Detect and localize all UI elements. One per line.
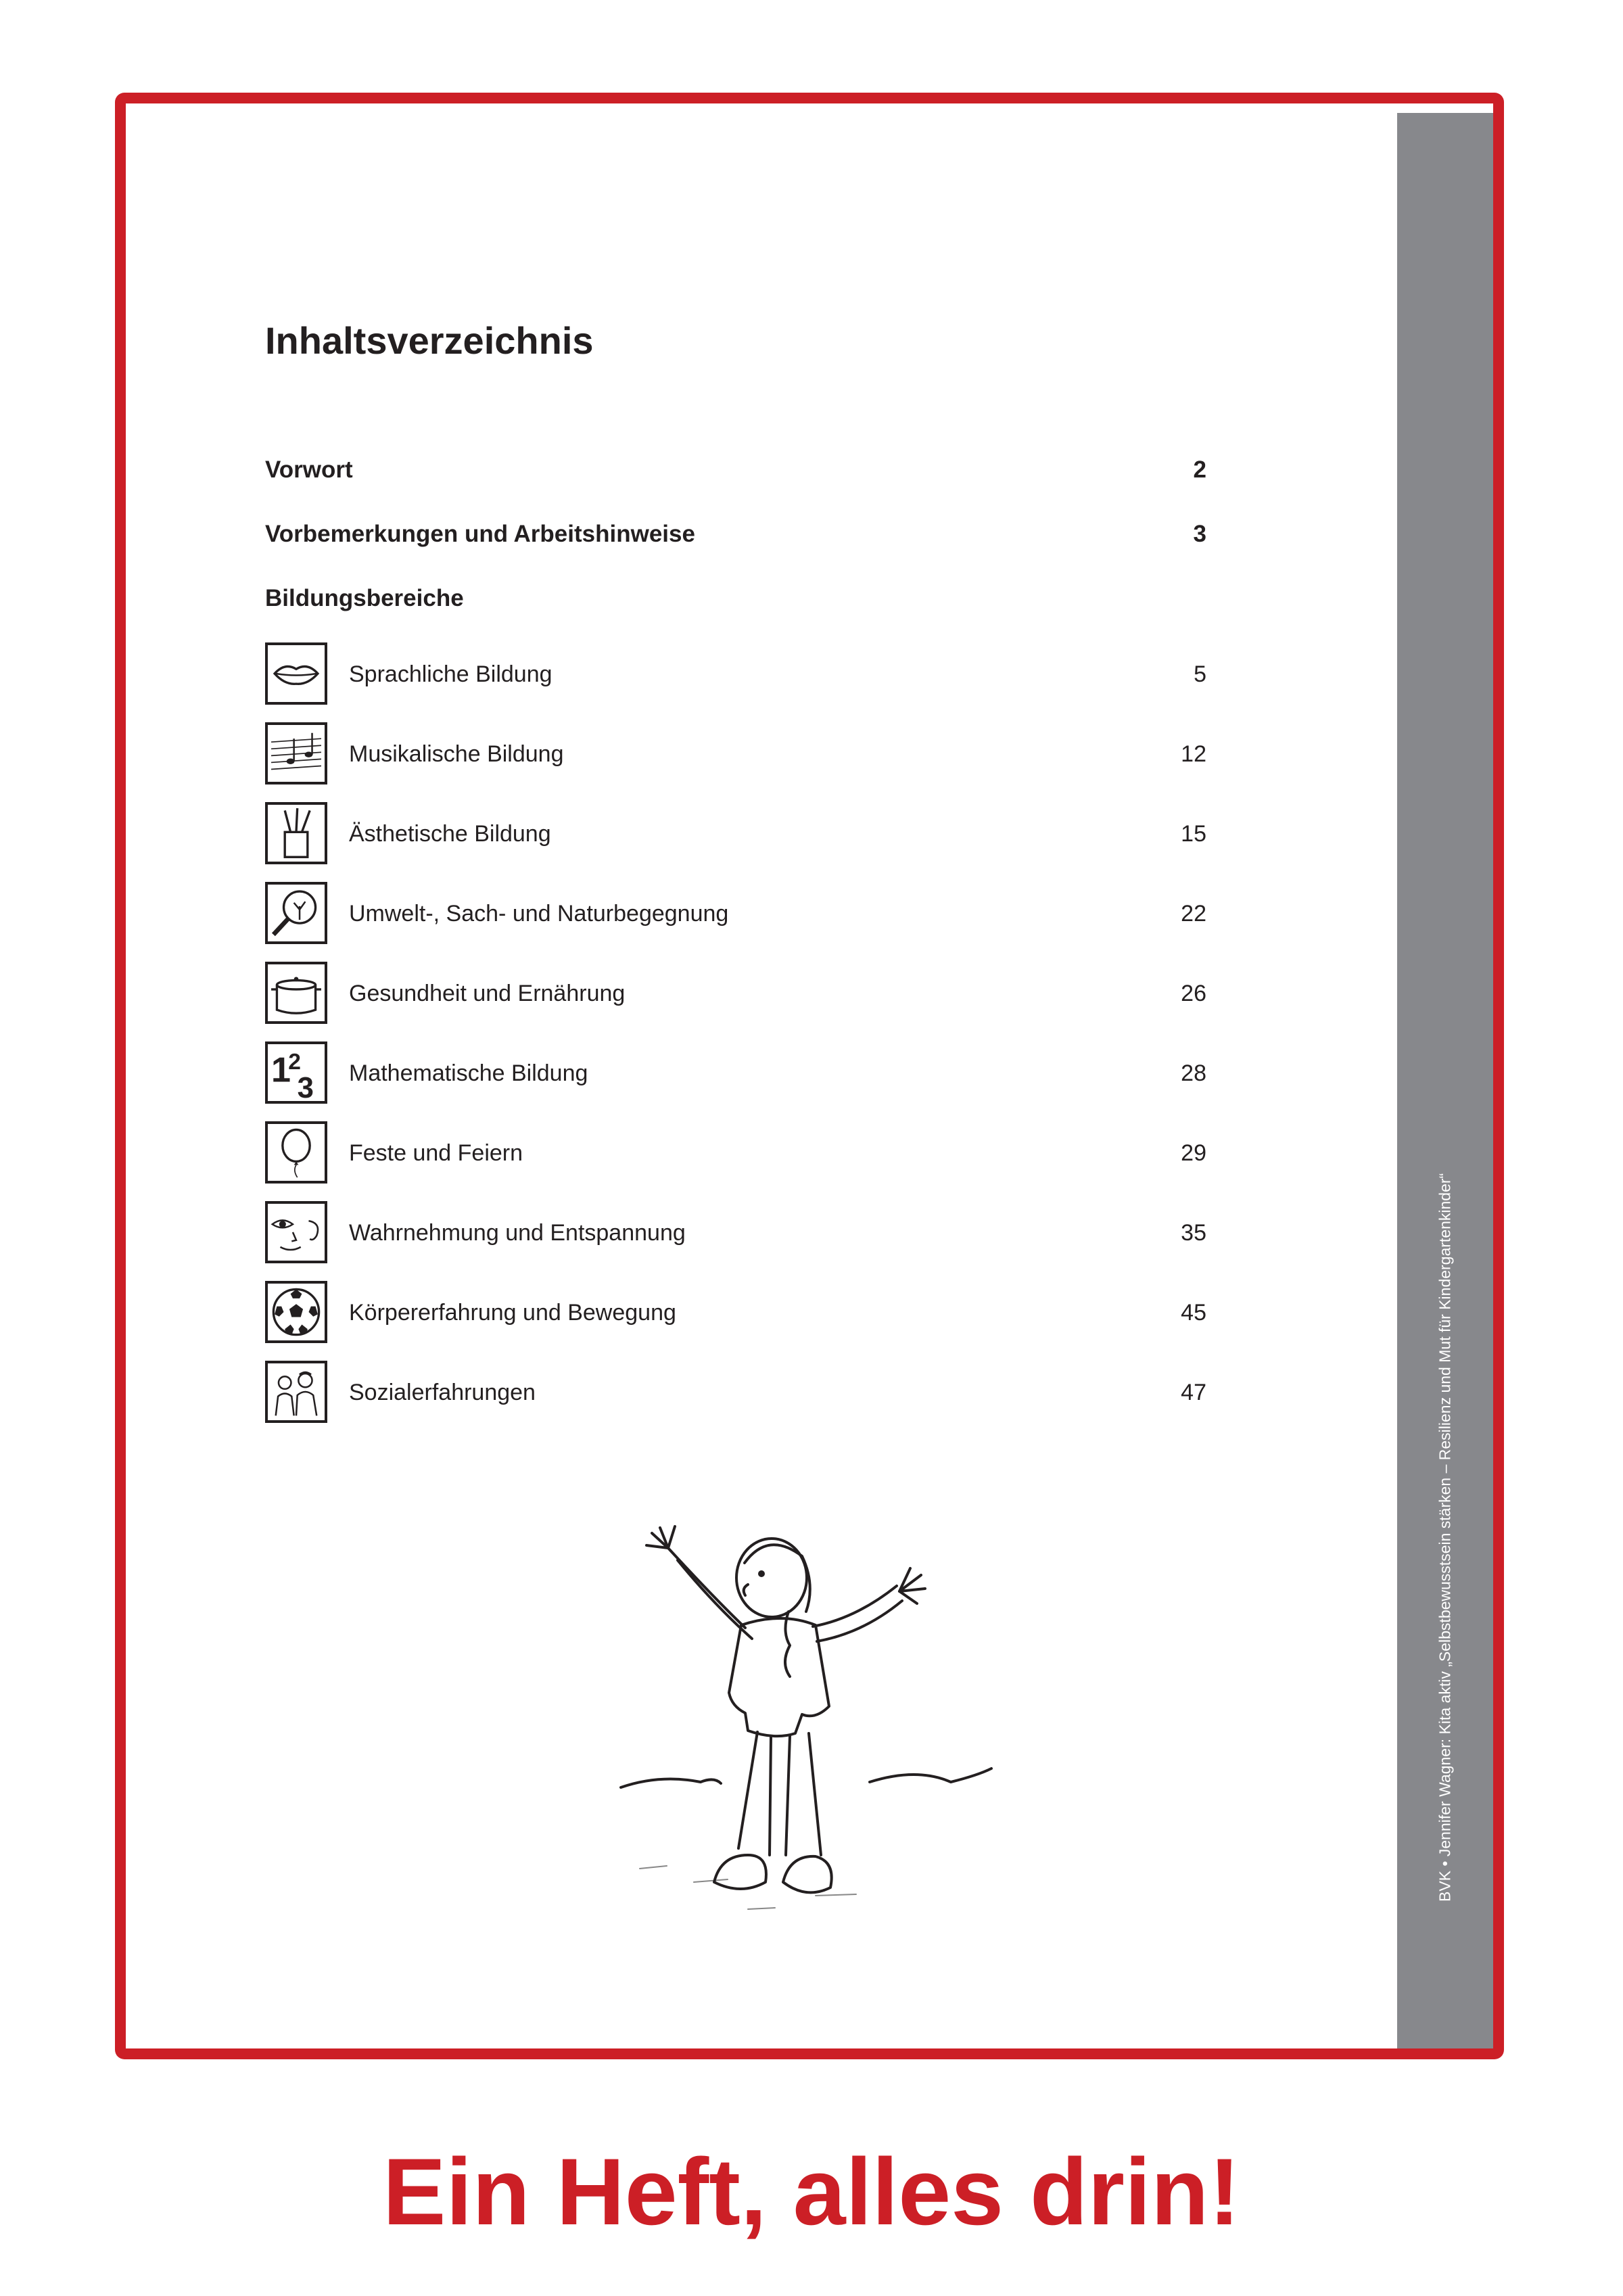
toc-row-label: Umwelt-, Sach- und Naturbegegnung (349, 901, 729, 927)
face-senses-icon (265, 1201, 327, 1263)
toc-row-label: Gesundheit und Ernährung (349, 981, 626, 1006)
toc-entry-page: 2 (1193, 456, 1206, 483)
toc-entry-label: Vorbemerkungen und Arbeitshinweise (265, 521, 695, 547)
magnifier-tree-icon (265, 882, 327, 944)
toc-row-musikalische-bildung[interactable] (265, 722, 1206, 789)
toc-row-page: 12 (1181, 741, 1206, 767)
toc-row-label: Sozialerfahrungen (349, 1380, 536, 1405)
toc-title: Inhaltsverzeichnis (265, 319, 594, 362)
toc-row-page: 35 (1181, 1220, 1206, 1246)
toc-row-label: Feste und Feiern (349, 1140, 523, 1166)
toc-row-page: 45 (1181, 1300, 1206, 1326)
sidebar-copyright-text: BVK • Jennifer Wagner: Kita aktiv „Selbstbewusstsein stärken – Resilienz und Mut für Kindergartenkinder“ (1436, 1173, 1454, 1902)
toc-row-page: 29 (1181, 1140, 1206, 1166)
music-notes-icon (265, 722, 327, 784)
soccer-ball-icon (265, 1281, 327, 1343)
balloon-icon (265, 1121, 327, 1184)
toc-row-page: 22 (1181, 901, 1206, 927)
lips-icon (265, 642, 327, 705)
section-heading: Bildungsbereiche (265, 585, 464, 611)
toc-row-label: Wahrnehmung und Entspannung (349, 1220, 686, 1246)
toc-row-gesundheit[interactable] (265, 962, 1206, 1028)
cooking-pot-icon (265, 962, 327, 1024)
svg-text:1: 1 (271, 1050, 291, 1090)
toc-row-label: Musikalische Bildung (349, 741, 564, 767)
svg-text:2: 2 (288, 1049, 301, 1075)
brush-cup-icon (265, 802, 327, 864)
toc-row-wahrnehmung[interactable] (265, 1201, 1206, 1267)
sidebar-strip (1397, 113, 1493, 2048)
toc-row-page: 15 (1181, 821, 1206, 847)
page-frame (115, 93, 1504, 2059)
toc-entry-vorwort[interactable] (265, 456, 1206, 484)
toc-row-feste[interactable] (265, 1121, 1206, 1188)
toc-row-koerpererfahrung[interactable] (265, 1281, 1206, 1347)
toc-row-sozialerfahrungen[interactable] (265, 1361, 1206, 1427)
toc-row-label: Körpererfahrung und Bewegung (349, 1300, 676, 1326)
toc-row-page: 28 (1181, 1060, 1206, 1086)
toc-entry-page: 3 (1193, 521, 1206, 547)
toc-row-mathematische-bildung[interactable] (265, 1041, 1206, 1108)
toc-entry-label: Vorwort (265, 456, 353, 483)
slogan-text: Ein Heft, alles drin! (383, 2138, 1240, 2245)
toc-row-page: 26 (1181, 981, 1206, 1006)
svg-text:3: 3 (297, 1071, 314, 1101)
table-of-contents (126, 103, 1493, 2048)
toc-row-label: Sprachliche Bildung (349, 661, 552, 687)
toc-row-umwelt[interactable] (265, 882, 1206, 948)
numbers-123-icon (265, 1041, 327, 1104)
toc-row-label: Ästhetische Bildung (349, 821, 551, 847)
girl-illustration (613, 1503, 1032, 1990)
children-group-icon (265, 1361, 327, 1423)
toc-row-sprachliche-bildung[interactable] (265, 642, 1206, 709)
toc-row-aesthetische-bildung[interactable] (265, 802, 1206, 868)
toc-entry-vorbemerkungen[interactable] (265, 521, 1206, 548)
toc-row-label: Mathematische Bildung (349, 1060, 588, 1086)
toc-row-page: 47 (1181, 1380, 1206, 1405)
toc-row-page: 5 (1194, 661, 1206, 687)
